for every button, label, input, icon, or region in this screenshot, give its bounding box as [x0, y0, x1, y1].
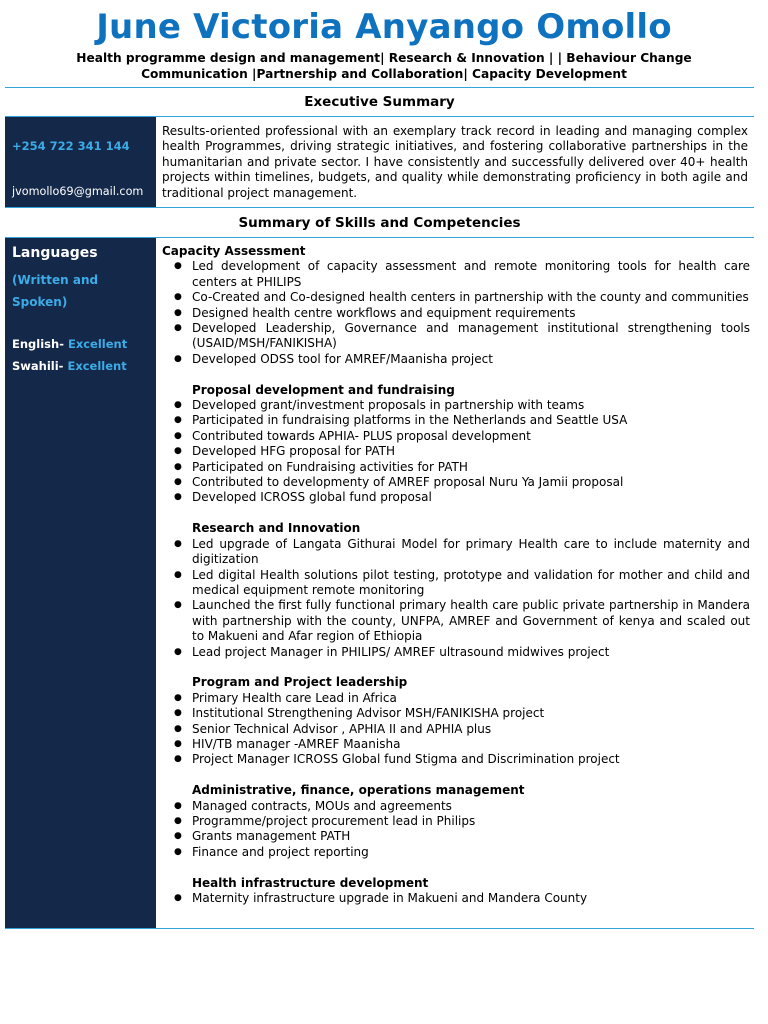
skill-group-title: Proposal development and fundraising — [192, 382, 455, 397]
bullet-icon: ● — [174, 846, 182, 857]
skill-items — [162, 691, 750, 768]
divider — [5, 928, 754, 929]
bullet-icon: ● — [174, 646, 182, 657]
list-item — [162, 645, 750, 660]
list-item-text: Managed contracts, MOUs and agreements — [192, 798, 452, 813]
bullet-icon: ● — [174, 538, 182, 549]
bullet-icon: ● — [174, 800, 182, 811]
list-item — [162, 799, 750, 814]
list-item-text: Finance and project reporting — [192, 844, 369, 859]
list-item — [162, 691, 750, 706]
skill-group-title: Administrative, finance, operations management — [192, 783, 525, 798]
skill-group — [162, 521, 750, 660]
languages-title: Languages — [12, 245, 98, 261]
skill-group — [162, 383, 750, 506]
list-item — [162, 475, 750, 490]
skill-group — [162, 244, 750, 367]
bullet-icon: ● — [174, 754, 182, 765]
bullet-icon: ● — [174, 400, 182, 411]
skill-group-title: Capacity Assessment — [162, 244, 306, 258]
list-item — [162, 306, 750, 321]
list-item — [162, 413, 750, 428]
list-item-text: Senior Technical Advisor , APHIA II and APHIA plus — [192, 721, 492, 736]
list-item-text: HIV/TB manager -AMREF Maanisha — [192, 736, 401, 751]
phone-number[interactable]: +254 722 341 144 — [12, 139, 130, 153]
list-item-text: Launched the first fully functional primary health care public private partnership in Mandera with partnership with the county, UNFPA, AMREF and Government of kenya and scaled out to Makueni and Afar region of Ethiopia — [192, 598, 750, 644]
language-level: Excellent — [67, 359, 127, 373]
divider — [5, 207, 754, 208]
list-item-text: Participated in fundraising platforms in the Netherlands and Seattle USA — [192, 413, 628, 428]
list-item — [162, 321, 750, 352]
skill-group — [162, 783, 750, 860]
bullet-icon: ● — [174, 430, 182, 441]
list-item — [162, 598, 750, 644]
profile-tagline: Health programme design and management| Research & Innovation | | Behaviour Change Communication |Partnership and Collaboration| Capacity Development — [76, 51, 692, 81]
bullet-icon: ● — [174, 477, 182, 488]
bullet-icon: ● — [174, 307, 182, 318]
bullet-icon: ● — [174, 492, 182, 503]
skill-group — [162, 876, 750, 907]
executive-summary-title: Executive Summary — [304, 94, 455, 110]
skill-items — [162, 259, 750, 367]
bullet-icon: ● — [174, 415, 182, 426]
list-item — [162, 891, 750, 906]
list-item-text: Primary Health care Lead in Africa — [192, 690, 397, 705]
skill-items — [162, 537, 750, 660]
bullet-icon: ● — [174, 815, 182, 826]
bullet-icon: ● — [174, 461, 182, 472]
list-item — [162, 290, 750, 305]
language-level: Excellent — [67, 337, 128, 351]
list-item-text: Institutional Strengthening Advisor MSH/FANIKISHA project — [192, 706, 545, 721]
list-item — [162, 398, 750, 413]
list-item-text: Maternity infrastructure upgrade in Makueni and Mandera County — [192, 890, 588, 905]
bullet-icon: ● — [174, 600, 182, 611]
list-item — [162, 737, 750, 752]
skill-items — [162, 398, 750, 506]
list-item-text: Grants management PATH — [192, 829, 351, 844]
list-item — [162, 722, 750, 737]
language-name: Swahili- — [12, 359, 68, 373]
list-item — [162, 537, 750, 568]
list-item-text: Programme/project procurement lead in Philips — [192, 813, 476, 828]
skill-group-title: Research and Innovation — [192, 521, 361, 536]
skills-list — [162, 244, 750, 922]
list-item — [162, 490, 750, 505]
bullet-icon: ● — [174, 723, 182, 734]
list-item — [162, 845, 750, 860]
list-item-text: Developed ICROSS global fund proposal — [192, 490, 432, 505]
list-item-text: Co-Created and Co-designed health centers in partnership with the county and communities — [192, 290, 749, 305]
skill-items — [162, 891, 750, 906]
bullet-icon: ● — [174, 323, 182, 334]
language-item — [12, 359, 127, 373]
bullet-icon: ● — [174, 708, 182, 719]
list-item-text: Developed Leadership, Governance and management institutional strengthening tools (USAID/MSH/FANIKISHA) — [192, 321, 750, 351]
list-item — [162, 429, 750, 444]
bullet-icon: ● — [174, 892, 182, 903]
list-item-text: Lead project Manager in PHILIPS/ AMREF ultrasound midwives project — [192, 644, 610, 659]
bullet-icon: ● — [174, 292, 182, 303]
skill-items — [162, 799, 750, 861]
list-item-text: Project Manager ICROSS Global fund Stigma and Discrimination project — [192, 752, 620, 767]
list-item — [162, 568, 750, 599]
list-item — [162, 352, 750, 367]
language-item — [12, 337, 127, 351]
divider — [5, 87, 754, 88]
languages-subtitle: (Written and Spoken) — [12, 273, 99, 309]
bullet-icon: ● — [174, 353, 182, 364]
list-item-text: Contributed towards APHIA- PLUS proposal development — [192, 428, 531, 443]
bullet-icon: ● — [174, 261, 182, 272]
bullet-icon: ● — [174, 569, 182, 580]
list-item — [162, 444, 750, 459]
email-address[interactable]: jvomollo69@gmail.com — [12, 185, 144, 198]
list-item-text: Developed ODSS tool for AMREF/Maanisha project — [192, 351, 493, 366]
bullet-icon: ● — [174, 692, 182, 703]
candidate-name: June Victoria Anyango Omollo — [96, 7, 672, 47]
list-item-text: Developed HFG proposal for PATH — [192, 444, 396, 459]
bullet-icon: ● — [174, 446, 182, 457]
skill-group-title: Health infrastructure development — [192, 875, 429, 890]
list-item — [162, 259, 750, 290]
skill-group-title: Program and Project leadership — [192, 675, 408, 690]
list-item — [162, 829, 750, 844]
bullet-icon: ● — [174, 738, 182, 749]
skills-section-title: Summary of Skills and Competencies — [238, 215, 521, 231]
list-item-text: Participated on Fundraising activities for PATH — [192, 459, 468, 474]
list-item — [162, 814, 750, 829]
list-item — [162, 752, 750, 767]
list-item — [162, 706, 750, 721]
executive-summary-text: Results-oriented professional with an exemplary track record in leading and managing complex health Programmes, driving strategic initiatives, and fostering collaborative partnerships in the humanitarian and private sector. I have consistently and successfully delivered over 40+ health projects within timelines, budgets, and quality while demonstrating proficiency in both agile and traditional project management. — [162, 124, 748, 200]
list-item-text: Led development of capacity assessment and remote monitoring tools for health care centers at PHILIPS — [192, 259, 750, 289]
list-item-text: Led digital Health solutions pilot testing, prototype and validation for mother and child and medical equipment remote monitoring — [192, 567, 750, 597]
list-item — [162, 460, 750, 475]
language-name: English- — [12, 337, 68, 351]
bullet-icon: ● — [174, 831, 182, 842]
list-item-text: Designed health centre workflows and equipment requirements — [192, 305, 576, 320]
skill-group — [162, 675, 750, 767]
list-item-text: Led upgrade of Langata Githurai Model for primary Health care to include maternity and digitization — [192, 536, 750, 567]
list-item-text: Developed grant/investment proposals in partnership with teams — [192, 398, 585, 413]
list-item-text: Contributed to developmenty of AMREF proposal Nuru Ya Jamii proposal — [192, 475, 624, 490]
